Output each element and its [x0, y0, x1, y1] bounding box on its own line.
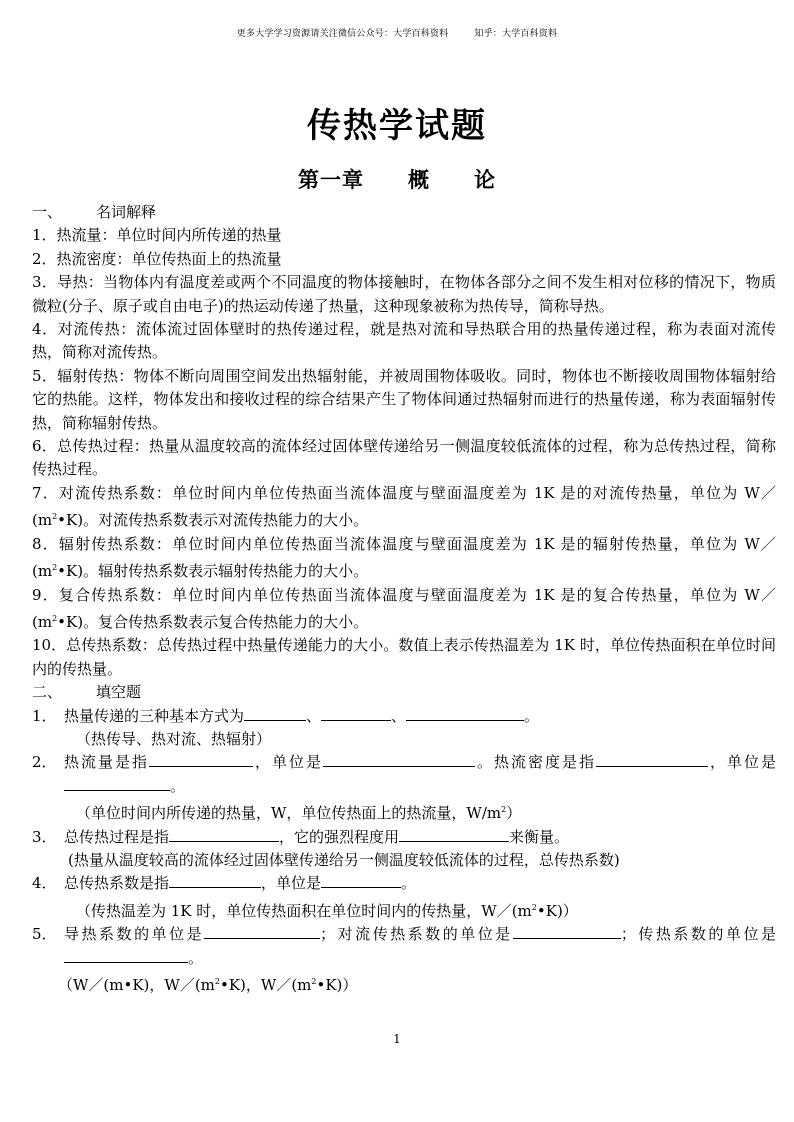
answer-blank — [321, 705, 391, 721]
header-left-text: 更多大学学习资源请关注微信公众号：大学百科资料 — [236, 29, 449, 39]
chapter-prefix: 第一章 — [298, 167, 364, 192]
question-4: 4． 总传热系数是指 ，单位是 。 — [32, 874, 417, 893]
answer-blank — [321, 872, 401, 888]
section-heading-definitions: 一、 名词解释 — [32, 203, 157, 221]
answer-blank — [323, 751, 475, 767]
question-5-answer: （W／(m•K)，$W/(m^2•K)$，$W/(m^2•K)$） — [58, 976, 358, 994]
document-body — [32, 201, 776, 997]
definition-item: 6．总传热过程：热量从温度较高的流体经过固体壁传递给另一侧温度较低流体的过程，称为总传热过程，简称传热过程。 — [32, 437, 776, 479]
question-3: 3． 总传热过程是指 ，它的强烈程度用 来衡量。 — [32, 827, 570, 846]
question-1-answer: （热传导、热对流、热辐射） — [76, 729, 272, 748]
definition-item: 10．总传热系数：总传热过程中热量传递能力的大小。数值上表示传热温差为 1K 时，单位传热面积在单位时间内的传热量。 — [32, 636, 776, 678]
answer-blank — [596, 751, 708, 767]
question-4-answer: （传热温差为 1K 时，单位传热面积在单位时间内的传热量，$W/(m^2•K)$） — [76, 901, 578, 920]
answer-blank — [169, 872, 261, 888]
answer-blank — [169, 826, 279, 842]
document-title: 传热学试题 — [307, 106, 487, 146]
header-right-text: 知乎：大学百科资料 — [474, 29, 558, 39]
answer-blank — [64, 775, 170, 791]
definition-item: 8．辐射传热系数：单位时间内单位传热面当流体温度与壁面温度差为 1K 是的辐射传热量，单位为 $W/(m^2•K)$。辐射传热系数表示辐射传热能力的大小。 — [32, 534, 776, 581]
question-5: 5． 导热系数的单位是 ；对流传热系数的单位是 ；传热系数的单位是。 — [32, 925, 776, 967]
answer-blank — [149, 751, 253, 767]
answer-blank — [406, 705, 524, 721]
definition-item: 7．对流传热系数：单位时间内单位传热面当流体温度与壁面温度差为 1K 是的对流传热量，单位为 $W/(m^2•K)$。对流传热系数表示对流传热能力的大小。 — [32, 483, 776, 530]
answer-blank — [64, 947, 188, 963]
definition-item: 5．辐射传热：物体不断向周围空间发出热辐射能，并被周围物体吸收。同时，物体也不断接收周围物体辐射给它的热能。这样，物体发出和接收过程的综合结果产生了物体间通过热辐射而进行的热量传递，称为表面辐射传热，简称辐射传热。 — [32, 366, 776, 432]
chapter-word-2: 论 — [474, 167, 496, 192]
definition-item: 1．热流量：单位时间内所传递的热量 — [32, 226, 282, 245]
question-2: 2． 热流量是指 ，单位是 。热流密度是指 ，单位是。 — [32, 753, 776, 795]
answer-blank — [244, 705, 306, 721]
question-3-answer: (热量从温度较高的流体经过固体壁传递给另一侧温度较低流体的过程，总传热系数) — [68, 850, 620, 869]
question-2-answer: （单位时间内所传递的热量，W，单位传热面上的热流量，$W/m^2$） — [76, 804, 522, 823]
chapter-heading — [0, 164, 794, 194]
answer-blank — [204, 923, 320, 939]
answer-blank — [513, 923, 621, 939]
page-header — [0, 26, 794, 39]
definition-item: 3．导热：当物体内有温度差或两个不同温度的物体接触时，在物体各部分之间不发生相对位移的情况下，物质微粒(分子、原子或自由电子)的热运动传递了热量，这种现象被称为热传导，简称导热。 — [32, 273, 776, 315]
definition-item: 2．热流密度：单位传热面上的热流量 — [32, 249, 282, 268]
definition-item: 4．对流传热：流体流过固体壁时的热传递过程，就是热对流和导热联合用的热量传递过程，称为表面对流传热，简称对流传热。 — [32, 320, 776, 362]
definition-item: 9．复合传热系数：单位时间内单位传热面当流体温度与壁面温度差为 1K 是的复合传热量，单位为 $W/(m^2•K)$。复合传热系数表示复合传热能力的大小。 — [32, 585, 776, 631]
section-heading-fill-blank: 二、 填空题 — [32, 683, 142, 702]
page-number: 1 — [393, 1032, 401, 1046]
chapter-word-1: 概 — [408, 167, 430, 192]
question-1: 1． 热量传递的三种基本方式为 、 、 。 — [32, 706, 540, 725]
answer-blank — [399, 826, 509, 842]
